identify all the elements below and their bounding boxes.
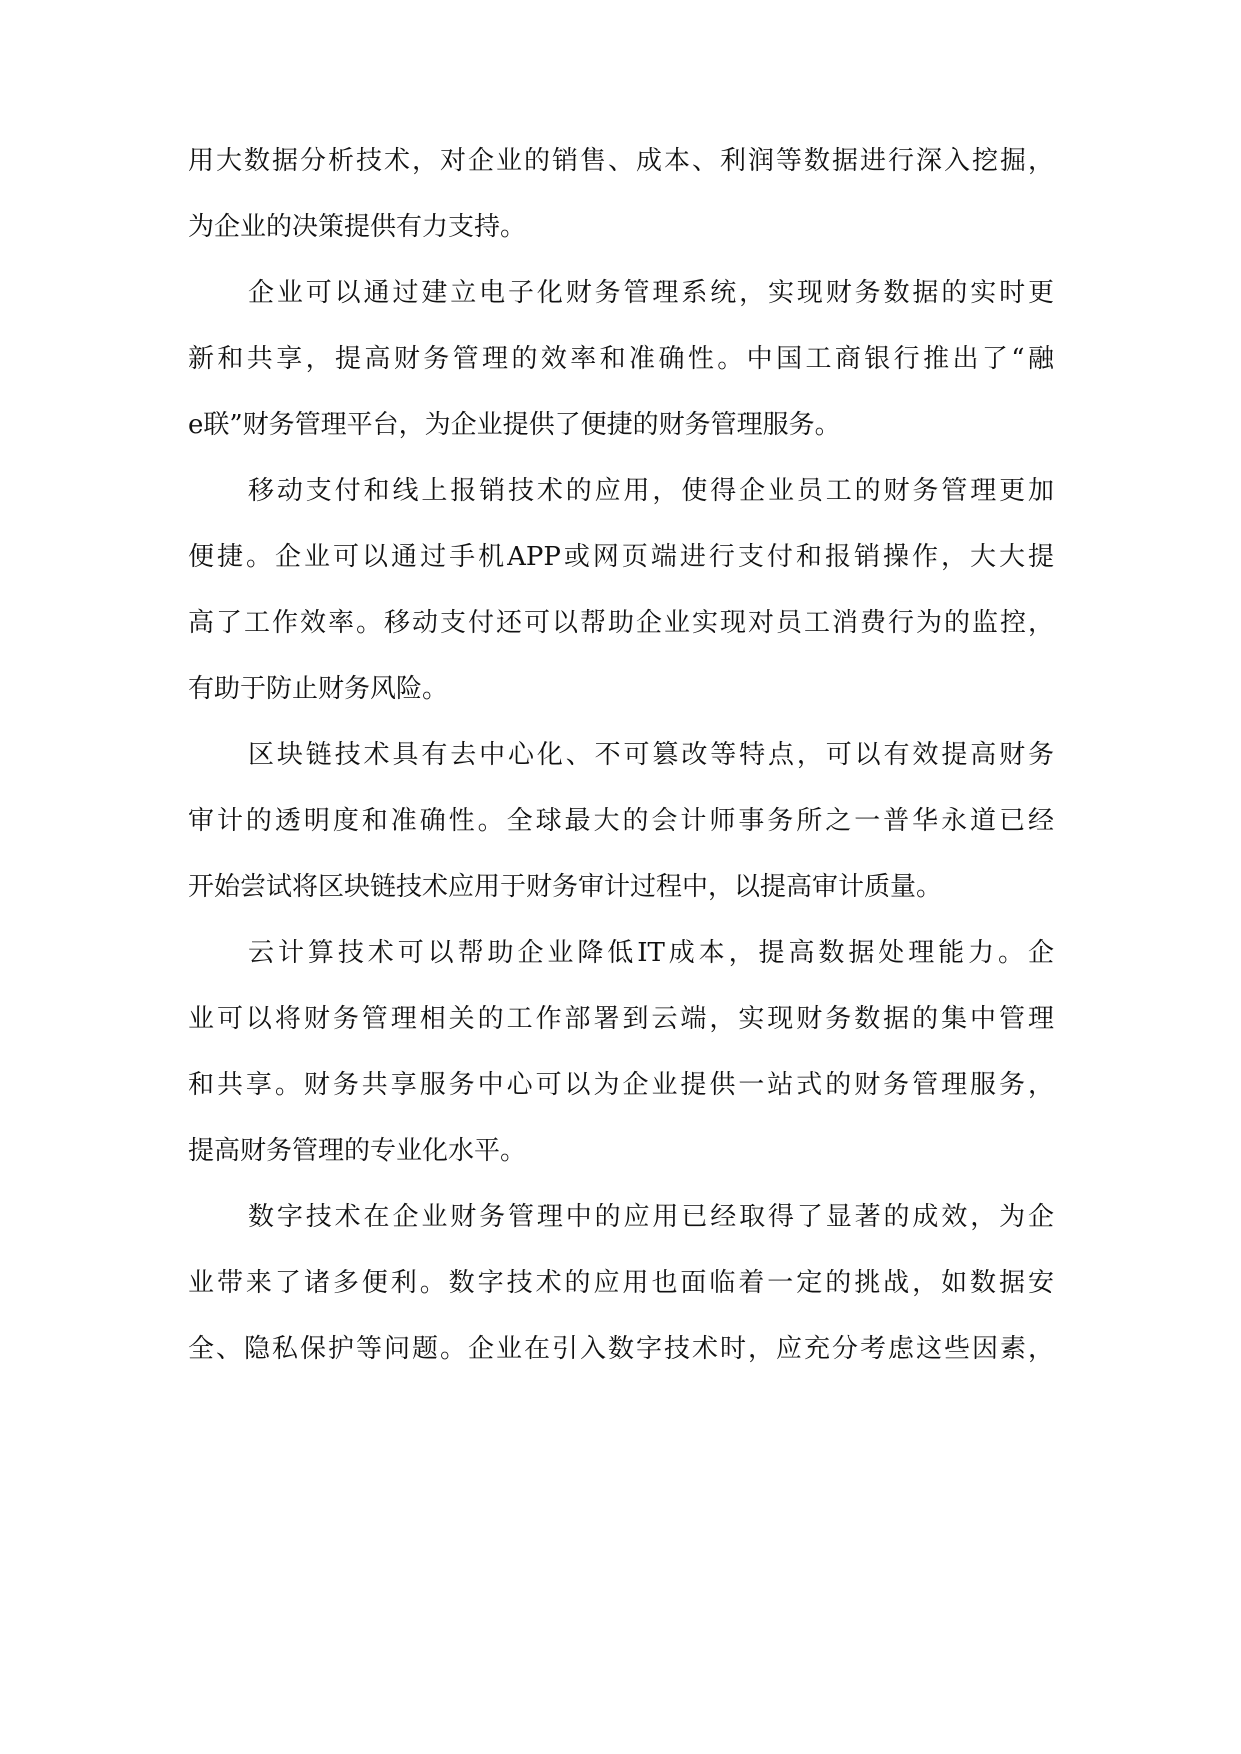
text-line: 为企业的决策提供有力支持。 [188, 212, 527, 242]
text-line: 移动支付和线上报销技术的应用，使得企业员工的财务管理更加 [248, 476, 1054, 506]
text-line: 新和共享，提高财务管理的效率和准确性。中国工商银行推出了“融 [188, 344, 1054, 374]
paragraph-2 [188, 260, 1054, 458]
text-line: 云计算技术可以帮助企业降低IT成本，提高数据处理能力。企 [248, 938, 1054, 968]
text-line: e联”财务管理平台，为企业提供了便捷的财务管理服务。 [188, 410, 841, 440]
text-line: 和共享。财务共享服务中心可以为企业提供一站式的财务管理服务， [188, 1070, 1054, 1100]
paragraph-4 [188, 722, 1054, 920]
text-line: 企业可以通过建立电子化财务管理系统，实现财务数据的实时更 [248, 278, 1054, 308]
text-line: 业带来了诸多便利。数字技术的应用也面临着一定的挑战，如数据安 [188, 1268, 1054, 1298]
text-line: 有助于防止财务风险。 [188, 674, 449, 704]
text-line: 提高财务管理的专业化水平。 [188, 1136, 527, 1166]
text-line: 便捷。企业可以通过手机APP或网页端进行支付和报销操作，大大提 [188, 542, 1054, 572]
text-line: 用大数据分析技术，对企业的销售、成本、利润等数据进行深入挖掘， [188, 146, 1054, 176]
paragraph-3 [188, 458, 1054, 722]
text-line: 审计的透明度和准确性。全球最大的会计师事务所之一普华永道已经 [188, 806, 1054, 836]
paragraph-1 [188, 128, 1054, 260]
text-line: 数字技术在企业财务管理中的应用已经取得了显著的成效，为企 [248, 1202, 1054, 1232]
paragraph-5 [188, 920, 1054, 1184]
body-text [188, 128, 1054, 1382]
paragraph-6 [188, 1184, 1054, 1382]
text-line: 开始尝试将区块链技术应用于财务审计过程中，以提高审计质量。 [188, 872, 943, 902]
text-line: 区块链技术具有去中心化、不可篡改等特点，可以有效提高财务 [248, 740, 1054, 770]
text-line: 全、隐私保护等问题。企业在引入数字技术时，应充分考虑这些因素， [188, 1334, 1054, 1364]
text-line: 高了工作效率。移动支付还可以帮助企业实现对员工消费行为的监控， [188, 608, 1054, 638]
text-line: 业可以将财务管理相关的工作部署到云端，实现财务数据的集中管理 [188, 1004, 1054, 1034]
